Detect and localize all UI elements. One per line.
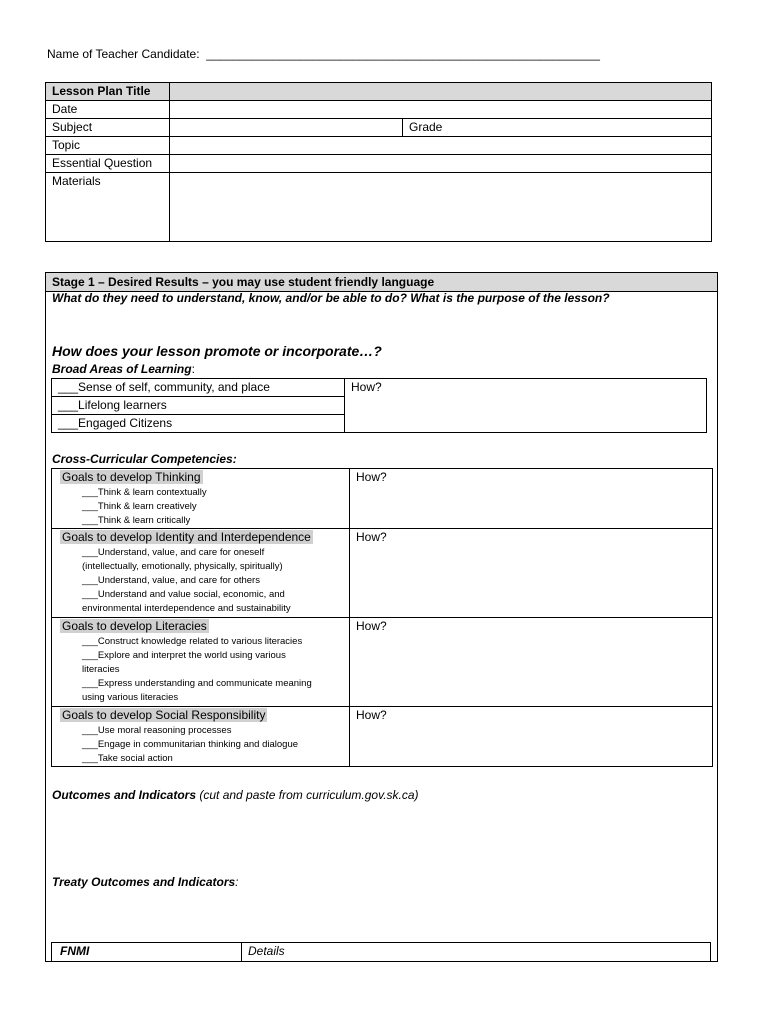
topic-label: Topic bbox=[46, 137, 170, 155]
treaty-heading-line bbox=[52, 875, 239, 889]
goal-item: (intellectually, emotionally, physically, spiritually) bbox=[82, 561, 283, 572]
essential-question-label: Essential Question bbox=[46, 155, 170, 173]
goal-item: ___Understand and value social, economic, and bbox=[82, 589, 285, 600]
goal-item: ___Explore and interpret the world using various bbox=[82, 650, 286, 661]
goal-identity-cell[interactable] bbox=[52, 529, 350, 618]
outcomes-heading: Outcomes and Indicators bbox=[52, 788, 197, 802]
goal-item: ___Use moral reasoning processes bbox=[82, 725, 232, 736]
goal-literacies-cell[interactable] bbox=[52, 618, 350, 707]
essential-question-field[interactable] bbox=[170, 155, 712, 173]
goal-title: Goals to develop Literacies bbox=[62, 619, 207, 633]
goal-item: ___Think & learn creatively bbox=[82, 501, 197, 512]
goal-item: ___Think & learn critically bbox=[82, 515, 191, 526]
how-label: How? bbox=[356, 708, 387, 722]
bal-item[interactable]: ___Sense of self, community, and place bbox=[52, 379, 345, 397]
bal-how-cell[interactable] bbox=[345, 379, 707, 433]
broad-areas-table bbox=[51, 378, 707, 433]
goal-item: ___Think & learn contextually bbox=[82, 487, 207, 498]
materials-label: Materials bbox=[46, 173, 170, 242]
fnmi-label: FNMI bbox=[52, 943, 242, 962]
goal-item: literacies bbox=[82, 664, 120, 675]
outcomes-note: (cut and paste from curriculum.gov.sk.ca) bbox=[196, 788, 419, 802]
bal-heading-colon: : bbox=[191, 362, 195, 376]
details-label: Details bbox=[248, 944, 285, 958]
literacies-how-cell[interactable] bbox=[350, 618, 713, 707]
bal-item[interactable]: ___Engaged Citizens bbox=[52, 415, 345, 433]
topic-field[interactable] bbox=[170, 137, 712, 155]
how-label: How? bbox=[356, 530, 387, 544]
details-cell[interactable] bbox=[242, 943, 711, 962]
goal-social-cell[interactable] bbox=[52, 707, 350, 767]
goal-title: Goals to develop Identity and Interdependence bbox=[62, 530, 311, 544]
outcomes-heading-line bbox=[52, 788, 419, 802]
goal-item: ___Express understanding and communicate meaning bbox=[82, 678, 312, 689]
goal-item: ___Construct knowledge related to various literacies bbox=[82, 636, 303, 647]
goal-item: ___Engage in communitarian thinking and dialogue bbox=[82, 739, 299, 750]
bal-heading: Broad Areas of Learning bbox=[52, 362, 192, 376]
how-label: How? bbox=[356, 619, 387, 633]
subject-field[interactable] bbox=[170, 119, 403, 137]
treaty-colon: : bbox=[235, 875, 239, 889]
social-how-cell[interactable] bbox=[350, 707, 713, 767]
lesson-info-table bbox=[45, 82, 712, 242]
lesson-title-field[interactable] bbox=[170, 83, 712, 101]
date-field[interactable] bbox=[170, 101, 712, 119]
lesson-title-label: Lesson Plan Title bbox=[46, 83, 170, 101]
purpose-question: What do they need to understand, know, and/or be able to do? What is the purpose of the lesson? bbox=[52, 291, 610, 305]
identity-how-cell[interactable] bbox=[350, 529, 713, 618]
teacher-name-line[interactable]: Name of Teacher Candidate: ___________________________________________________________ bbox=[47, 47, 600, 61]
goal-title: Goals to develop Thinking bbox=[62, 470, 201, 484]
thinking-how-cell[interactable] bbox=[350, 469, 713, 529]
date-label: Date bbox=[46, 101, 170, 119]
grade-field[interactable] bbox=[403, 119, 712, 137]
treaty-heading: Treaty Outcomes and Indicators bbox=[52, 875, 236, 889]
how-label: How? bbox=[351, 380, 382, 394]
grade-label: Grade bbox=[409, 120, 443, 134]
goal-item: ___Understand, value, and care for others bbox=[82, 575, 260, 586]
competencies-table bbox=[51, 468, 713, 767]
ccc-heading: Cross-Curricular Competencies: bbox=[52, 452, 237, 466]
stage1-header: Stage 1 – Desired Results – you may use student friendly language bbox=[46, 273, 717, 292]
bal-heading-line bbox=[52, 362, 195, 376]
subject-label: Subject bbox=[46, 119, 170, 137]
goal-title: Goals to develop Social Responsibility bbox=[62, 708, 266, 722]
promote-heading: How does your lesson promote or incorporate…? bbox=[52, 343, 382, 359]
goal-thinking-cell[interactable] bbox=[52, 469, 350, 529]
goal-item: environmental interdependence and sustainability bbox=[82, 603, 291, 614]
how-label: How? bbox=[356, 470, 387, 484]
goal-item: ___Take social action bbox=[82, 753, 173, 764]
materials-field[interactable] bbox=[170, 173, 712, 242]
bal-item[interactable]: ___Lifelong learners bbox=[52, 397, 345, 415]
fnmi-table bbox=[51, 942, 711, 962]
goal-item: ___Understand, value, and care for oneself bbox=[82, 547, 265, 558]
goal-item: using various literacies bbox=[82, 692, 179, 703]
